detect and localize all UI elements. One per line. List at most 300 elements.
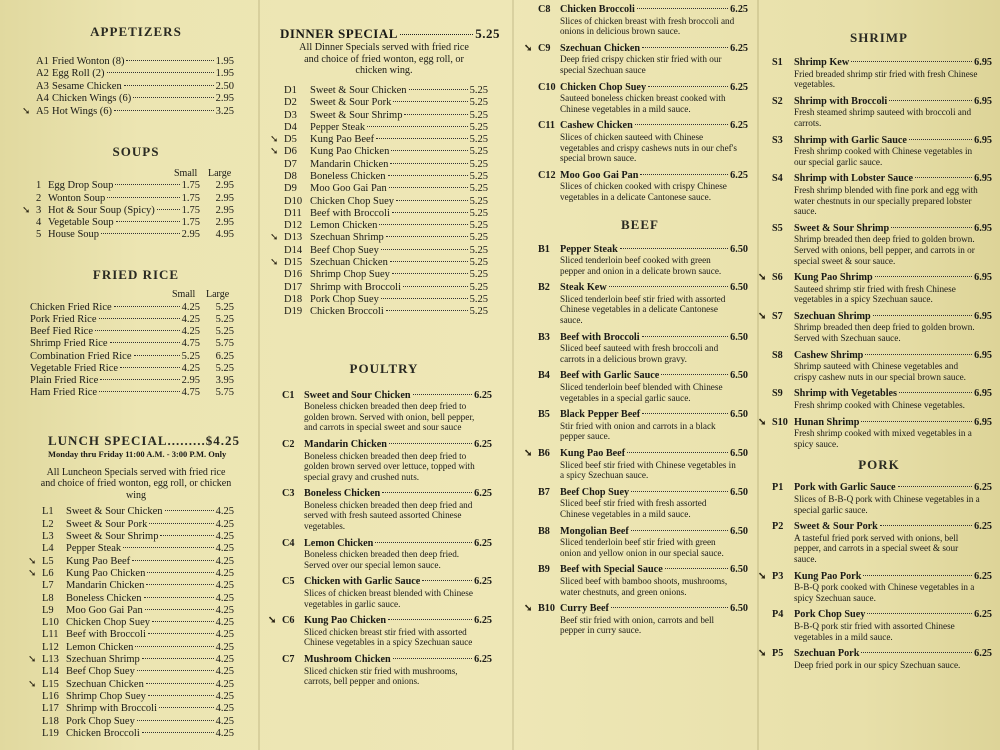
leader-dots xyxy=(611,607,728,608)
item-price: 1.95 xyxy=(215,56,234,67)
leader-dots xyxy=(386,236,468,237)
item-price: 4.25 xyxy=(215,617,234,629)
item-price: 4.25 xyxy=(215,666,234,678)
item-title-row xyxy=(524,604,756,615)
menu-item-row xyxy=(22,679,250,691)
item-number: C8 xyxy=(538,4,551,15)
item-name: Kung Pao Beef xyxy=(66,555,131,567)
item-price: 6.95 xyxy=(974,57,992,68)
item-title-row xyxy=(758,522,1000,533)
item-name: Shrimp with Broccoli xyxy=(66,703,157,715)
leader-dots xyxy=(665,568,728,569)
item-name: Beef Chop Suey xyxy=(560,486,630,498)
item-number: B3 xyxy=(538,331,550,343)
item-description: Slices of chicken breast with fresh broccoli and onions in delicious brown sauce. xyxy=(560,15,735,37)
item-name: Beef with Special Sauce xyxy=(560,564,663,576)
leader-dots xyxy=(124,85,214,86)
item-name: Shrimp with Broccoli xyxy=(310,281,401,293)
soups-list xyxy=(22,180,250,241)
item-description: Slices of chicken breast blended with Chinese vegetables in garlic sauce. xyxy=(304,588,473,609)
item-name: Szechuan Shrimp xyxy=(794,310,871,322)
hot-pepper-icon: ➘ xyxy=(22,105,31,117)
menu-item-row xyxy=(268,146,500,158)
leader-dots xyxy=(381,298,468,299)
item-price: 5.25 xyxy=(469,232,488,244)
item-number: A3 xyxy=(36,80,49,92)
item-number: L4 xyxy=(42,543,54,555)
item-price: 5.25 xyxy=(469,183,488,195)
hot-pepper-icon: ➘ xyxy=(758,272,767,284)
menu-item xyxy=(524,565,756,597)
item-description: Shrimp sauteed with Chinese vegetables and crispy cashew nuts in our special brown sauce. xyxy=(794,361,966,382)
item-number: D17 xyxy=(284,281,303,293)
leader-dots xyxy=(899,392,972,393)
item-description: Boneless chicken breaded then deep fried to golden brown served over lettuce, topped with special gravy and crushed nuts. xyxy=(304,450,475,482)
item-price-large: 3.95 xyxy=(215,375,234,387)
leader-dots xyxy=(865,354,972,355)
poultry-title: POULTRY xyxy=(349,360,419,376)
item-name: Beef with Garlic Sauce xyxy=(560,370,660,382)
item-name: Beef with Broccoli xyxy=(560,331,640,343)
item-number: S10 xyxy=(772,416,788,428)
item-title-row xyxy=(524,283,756,294)
leader-dots xyxy=(95,330,180,331)
item-title-row xyxy=(524,333,756,344)
item-title-row xyxy=(268,616,500,627)
item-name: Sweet & Sour Pork xyxy=(310,97,392,109)
item-price: 5.25 xyxy=(469,207,488,219)
item-number: D19 xyxy=(284,306,303,318)
item-description: Boneless chicken breaded then deep fried. Served over our special lemon sauce. xyxy=(304,549,460,570)
menu-item-row xyxy=(22,629,250,641)
menu-item xyxy=(758,273,1000,305)
item-price-small: 2.95 xyxy=(181,375,200,387)
item-description: Sliced beef with bamboo shoots, mushrooms, water chestnuts, and green onions. xyxy=(560,575,728,597)
menu-item-row xyxy=(268,294,500,306)
hot-pepper-icon: ➘ xyxy=(524,42,533,54)
item-price: 4.25 xyxy=(215,580,234,592)
leader-dots xyxy=(135,646,213,647)
item-name: Ham Fried Rice xyxy=(30,387,98,399)
item-number: P4 xyxy=(772,609,784,621)
leader-dots xyxy=(148,633,214,634)
item-price-small: 1.75 xyxy=(181,204,200,216)
leader-dots xyxy=(376,138,467,139)
item-price: 5.25 xyxy=(469,195,488,207)
item-price: 4.25 xyxy=(215,703,234,715)
item-title-row xyxy=(524,245,756,256)
leader-dots xyxy=(159,707,214,708)
item-name: Sweet & Sour Shrimp xyxy=(66,531,159,543)
item-name: Shrimp Chop Suey xyxy=(66,690,146,702)
item-name: Vegetable Soup xyxy=(48,217,114,229)
menu-item-row xyxy=(22,531,250,543)
item-price-large: 2.95 xyxy=(215,180,234,192)
menu-item xyxy=(524,410,756,442)
item-number: B5 xyxy=(538,409,550,421)
item-price: 6.25 xyxy=(730,120,748,132)
menu-item xyxy=(268,440,500,482)
item-number: S8 xyxy=(772,349,783,361)
leader-dots xyxy=(891,227,972,228)
item-description: Fried breaded shrimp stir fried with fresh Chinese vegetables. xyxy=(794,68,978,90)
item-name: Pork Chop Suey xyxy=(310,293,379,305)
leader-dots xyxy=(147,572,213,573)
menu-item xyxy=(524,83,756,115)
menu-item-row xyxy=(22,326,250,338)
menu-item-row xyxy=(22,193,250,205)
item-number: L15 xyxy=(42,678,59,690)
item-price-small: 2.95 xyxy=(181,229,200,241)
item-price: 6.25 xyxy=(474,615,492,627)
item-description: Sliced chicken breast stir fried with assorted Chinese vegetables in a spicy Szechuan sauce xyxy=(304,626,473,648)
item-name: Hot & Sour Soup (Spicy) xyxy=(48,204,155,216)
item-title-row xyxy=(758,174,1000,185)
item-name: Sweet and Sour Chicken xyxy=(304,389,411,401)
item-price-small: 4.25 xyxy=(181,362,200,374)
item-description: B-B-Q pork cooked with Chinese vegetables in a spicy Szechuan sauce. xyxy=(794,582,975,603)
item-title-row xyxy=(524,449,756,460)
hot-pepper-icon: ➘ xyxy=(270,232,279,244)
item-title-row xyxy=(524,44,756,55)
item-description: Beef stir fried with onion, carrots and bell pepper in curry sauce. xyxy=(560,614,715,636)
item-price-large: 5.25 xyxy=(215,301,234,313)
item-number: C3 xyxy=(282,488,295,500)
leader-dots xyxy=(396,200,468,201)
item-title-row xyxy=(758,610,1000,621)
menu-item xyxy=(758,418,1000,450)
leader-dots xyxy=(115,184,179,185)
menu-item-row xyxy=(22,666,250,678)
menu-item-row xyxy=(268,245,500,257)
item-name: Szechuan Pork xyxy=(794,648,860,660)
item-description: Fresh shrimp cooked with mixed vegetables in a spicy sauce. xyxy=(794,428,972,449)
item-number: D10 xyxy=(284,195,303,207)
hot-pepper-icon: ➘ xyxy=(28,555,37,567)
leader-dots xyxy=(851,61,972,62)
leader-dots xyxy=(642,413,728,414)
item-title-row xyxy=(524,371,756,382)
item-price: 4.25 xyxy=(215,506,234,518)
leader-dots xyxy=(631,530,728,531)
leader-dots xyxy=(126,60,213,61)
item-number: C2 xyxy=(282,438,295,450)
item-name: Moo Goo Gai Pan xyxy=(560,169,639,181)
leader-dots xyxy=(661,374,728,375)
item-name: Beef Chop Suey xyxy=(66,666,135,678)
shrimp-list xyxy=(758,58,1000,449)
leader-dots xyxy=(403,286,468,287)
item-description: Sliced beef stir fried with Chinese vegetables in a spicy Szechuan sauce. xyxy=(560,459,736,481)
item-name: Shrimp Fried Rice xyxy=(30,338,108,350)
leader-dots xyxy=(123,547,214,548)
item-number: 5 xyxy=(36,229,42,241)
item-description: Shrimp breaded then deep fried to golden brown. Served with onions, bell pepper, and carrots in or special sweet & sour sauce. xyxy=(794,234,975,266)
leader-dots xyxy=(133,97,213,98)
item-number: L19 xyxy=(42,727,59,739)
column-shrimp-pork xyxy=(758,0,1000,750)
item-title-row xyxy=(758,312,1000,323)
menu-item-row xyxy=(268,110,500,122)
leader-dots xyxy=(392,273,468,274)
item-name: Mushroom Chicken xyxy=(304,654,391,666)
item-price: 4.25 xyxy=(215,629,234,641)
leader-dots xyxy=(381,249,468,250)
dinner-dots xyxy=(400,34,473,35)
menu-item-row xyxy=(22,605,250,617)
item-name: Boneless Chicken xyxy=(66,592,142,604)
item-number: S5 xyxy=(772,222,783,234)
item-name: Hot Wings (6) xyxy=(52,105,113,117)
item-name: Moo Goo Gai Pan xyxy=(310,183,387,195)
menu-item xyxy=(524,44,756,76)
leader-dots xyxy=(642,336,729,337)
item-name: Chicken Broccoli xyxy=(560,4,635,15)
leader-dots xyxy=(867,613,972,614)
item-name: Steak Kew xyxy=(560,282,607,294)
menu-item-row xyxy=(22,375,250,387)
leader-dots xyxy=(648,86,728,87)
menu-item-row xyxy=(22,580,250,592)
leader-dots xyxy=(152,621,214,622)
leader-dots xyxy=(132,560,213,561)
item-price-large: 2.95 xyxy=(215,204,234,216)
item-price: 5.25 xyxy=(469,244,488,256)
leader-dots xyxy=(379,224,467,225)
menu-item-row xyxy=(268,257,500,269)
menu-item xyxy=(758,58,1000,90)
item-name: Beef Chop Suey xyxy=(310,244,379,256)
item-price: 6.50 xyxy=(730,282,748,294)
item-price-large: 5.25 xyxy=(215,362,234,374)
leader-dots xyxy=(392,212,468,213)
item-number: D3 xyxy=(284,109,297,121)
item-number: B2 xyxy=(538,282,550,294)
menu-item-row xyxy=(22,387,250,399)
menu-item-row xyxy=(22,568,250,580)
item-price: 6.95 xyxy=(974,416,992,428)
item-name: Moo Goo Gai Pan xyxy=(66,604,143,616)
leader-dots xyxy=(382,492,472,493)
menu-item xyxy=(268,489,500,531)
item-name: Egg Roll (2) xyxy=(52,68,105,80)
item-price: 4.25 xyxy=(215,690,234,702)
item-title-row xyxy=(524,410,756,421)
item-price-small: 4.75 xyxy=(181,338,200,350)
item-description: Sliced beef sauteed with fresh broccoli and carrots in a delicious brown gravy. xyxy=(560,343,719,364)
pork-title: PORK xyxy=(858,457,900,473)
menu-item xyxy=(758,312,1000,344)
hot-pepper-icon: ➘ xyxy=(524,448,533,459)
item-price: 5.25 xyxy=(469,257,488,269)
item-price: 4.25 xyxy=(215,604,234,616)
item-price: 6.25 xyxy=(730,42,748,54)
item-price: 6.25 xyxy=(730,81,748,93)
leader-dots xyxy=(145,609,214,610)
item-price: 5.25 xyxy=(469,281,488,293)
lunch-hours: Monday thru Friday 11:00 A.M. - 3:00 P.M. Only xyxy=(48,449,227,460)
item-name: Chicken Chop Suey xyxy=(310,195,394,207)
leader-dots xyxy=(409,89,468,90)
item-price: 6.50 xyxy=(730,525,748,537)
leader-dots xyxy=(160,535,213,536)
menu-item-row xyxy=(268,171,500,183)
menu-item-row xyxy=(22,229,250,241)
item-name: Pork with Garlic Sauce xyxy=(794,482,896,494)
item-price: 6.95 xyxy=(974,272,992,284)
item-price: 6.25 xyxy=(474,488,492,500)
column-appetizers-soups-rice-lunch xyxy=(22,0,250,750)
menu-item xyxy=(268,391,500,433)
menu-item-row xyxy=(22,56,250,68)
leader-dots xyxy=(157,209,180,210)
item-description: Boneless chicken breaded then deep fried and served with fresh sauteed assorted Chinese vegetables. xyxy=(304,499,473,532)
menu-item-row xyxy=(22,302,250,314)
item-price: 6.95 xyxy=(974,95,992,107)
item-title-row xyxy=(524,5,756,16)
item-title-row xyxy=(758,418,1000,429)
menu-item xyxy=(758,389,1000,410)
item-name: Beef with Broccoli xyxy=(310,207,390,219)
item-price: 6.50 xyxy=(730,243,748,255)
item-number: L11 xyxy=(42,629,59,641)
item-name: Kung Pao Chicken xyxy=(66,567,146,579)
item-number: A4 xyxy=(36,93,49,105)
leader-dots xyxy=(107,72,214,73)
item-number: D8 xyxy=(284,170,297,182)
leader-dots xyxy=(875,276,972,277)
item-description: Fresh steamed shrimp sauteed with broccoli and carrots. xyxy=(794,107,972,128)
item-price-large: 6.25 xyxy=(215,350,234,362)
item-number: P3 xyxy=(772,570,784,582)
item-number: L6 xyxy=(42,567,54,579)
menu-item-row xyxy=(22,106,250,118)
item-price-small: 1.75 xyxy=(181,217,200,229)
menu-item-row xyxy=(22,68,250,80)
menu-item-row xyxy=(268,97,500,109)
item-number: D7 xyxy=(284,158,297,170)
item-price: 6.25 xyxy=(730,4,748,15)
item-title-row xyxy=(758,389,1000,400)
item-title-row xyxy=(758,58,1000,69)
item-number: D15 xyxy=(284,257,303,269)
item-price-small: 1.75 xyxy=(181,180,200,192)
menu-item xyxy=(524,245,756,277)
item-number: S3 xyxy=(772,134,783,146)
item-number: S2 xyxy=(772,95,783,107)
item-number: C10 xyxy=(538,81,556,93)
item-title-row xyxy=(524,83,756,94)
item-price: 6.50 xyxy=(730,486,748,498)
item-price-large: 5.75 xyxy=(215,387,234,399)
item-price: 6.50 xyxy=(730,448,748,459)
hot-pepper-icon: ➘ xyxy=(22,204,31,216)
item-title-row xyxy=(268,539,500,550)
item-price: 5.25 xyxy=(469,121,488,133)
hot-pepper-icon: ➘ xyxy=(28,654,37,666)
item-name: Vegetable Fried Rice xyxy=(30,362,119,374)
lunch-list xyxy=(22,506,250,740)
item-number: L18 xyxy=(42,715,59,727)
item-name: Cashew Chicken xyxy=(560,120,633,132)
item-number: D11 xyxy=(284,207,302,219)
hot-pepper-icon: ➘ xyxy=(758,570,767,582)
menu-item xyxy=(268,655,500,687)
item-number: B9 xyxy=(538,564,550,576)
item-price-large: 5.25 xyxy=(215,326,234,338)
menu-item-row xyxy=(268,134,500,146)
item-name: Sesame Chicken xyxy=(52,80,122,92)
item-name: Curry Beef xyxy=(560,603,609,615)
leader-dots xyxy=(389,187,468,188)
item-number: A1 xyxy=(36,56,49,67)
item-price: 6.95 xyxy=(974,349,992,361)
item-name: Chicken Fried Rice xyxy=(30,301,112,313)
item-description: Fresh shrimp cooked with Chinese vegetables. xyxy=(794,400,965,411)
menu-item-row xyxy=(22,338,250,350)
pork-list xyxy=(758,483,1000,670)
leader-dots xyxy=(137,720,214,721)
item-name: Black Pepper Beef xyxy=(560,409,641,421)
item-price: 5.25 xyxy=(469,134,488,146)
column-poultry-beef xyxy=(524,0,756,750)
hot-pepper-icon: ➘ xyxy=(524,603,533,615)
dinner-special-heading xyxy=(268,28,500,40)
item-description: Deep fried pork in our spicy Szechuan sauce. xyxy=(794,659,961,670)
item-number: B10 xyxy=(538,603,555,615)
menu-item-row xyxy=(22,716,250,728)
menu-item xyxy=(758,136,1000,168)
menu-item-row xyxy=(22,617,250,629)
menu-item xyxy=(524,527,756,559)
item-name: Szechuan Chicken xyxy=(310,257,388,269)
leader-dots xyxy=(393,658,472,659)
item-description: Sliced chicken stir fried with mushrooms, carrots, bell pepper and onions. xyxy=(304,665,458,687)
item-price: 6.95 xyxy=(974,173,992,185)
item-name: Lemon Chicken xyxy=(310,220,378,232)
item-price: 4.25 xyxy=(215,592,234,604)
item-number: D16 xyxy=(284,269,303,281)
menu-item xyxy=(758,649,1000,670)
item-name: Kung Pao Chicken xyxy=(304,615,387,627)
item-price-large: 4.95 xyxy=(215,229,234,241)
menu-item-row xyxy=(268,122,500,134)
item-description: Sliced tenderloin beef cooked with green pepper and onion in a delicate brown sauce. xyxy=(560,255,722,276)
menu-item-row xyxy=(22,543,250,555)
leader-dots xyxy=(889,100,972,101)
item-price-small: 4.25 xyxy=(181,301,200,313)
item-price: 4.25 xyxy=(215,543,234,555)
soups-size-header xyxy=(22,168,250,180)
menu-item-row xyxy=(268,183,500,195)
item-name: Sweet & Sour Pork xyxy=(66,518,148,530)
item-name: Fried Wonton (8) xyxy=(52,56,125,67)
item-price: 5.25 xyxy=(469,170,488,182)
leader-dots xyxy=(149,523,213,524)
item-price: 6.25 xyxy=(974,482,992,494)
menu-item xyxy=(758,522,1000,564)
leader-dots xyxy=(631,491,728,492)
item-title-row xyxy=(524,121,756,132)
shrimp-title: SHRIMP xyxy=(850,30,908,45)
item-number: D6 xyxy=(284,146,297,158)
item-number: S6 xyxy=(772,272,783,284)
item-number: D4 xyxy=(284,121,297,133)
item-price: 6.25 xyxy=(474,438,492,450)
item-number: C4 xyxy=(282,537,295,549)
leader-dots xyxy=(637,8,728,9)
menu-item-row xyxy=(22,519,250,531)
